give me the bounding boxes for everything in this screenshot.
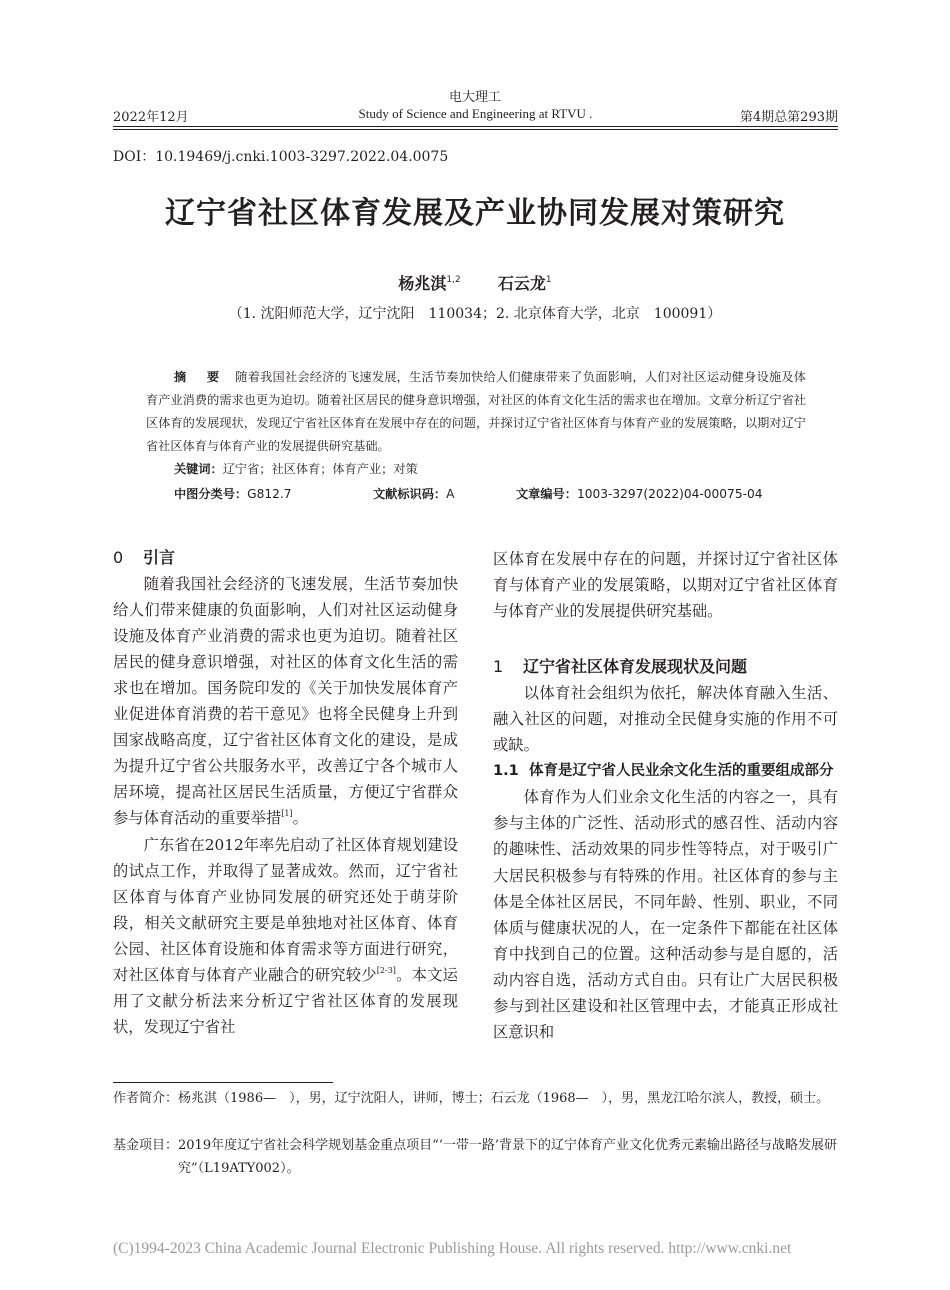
article-number: 文章编号：1003-3297(2022)04-00075-04 xyxy=(516,487,763,501)
fund-footnote xyxy=(113,1134,838,1180)
footnote-label: 基金项目： xyxy=(113,1138,179,1153)
author-affiliation-mark: 1,2 xyxy=(446,275,461,285)
journal-english-name: Study of Science and Engineering at RTVU . xyxy=(358,106,593,121)
running-header xyxy=(113,106,838,124)
footnote-label: 作者简介： xyxy=(113,1091,179,1106)
paragraph: 广东省在2012年率先启动了社区体育规划建设的试点工作，并取得了显著成效。然而，辽宁省社区体育与体育产业协同发展的研究还处于萌芽阶段，相关文献研究主要是单独地对社区体育、体育公园、社区体育设施和体育需求等方面进行研究，对社区体育与体育产业融合的研究较少[2-3]。本文运用了文献分析法来分析辽宁省社区体育的发展现状，发现辽宁省社 xyxy=(113,835,458,1036)
affiliations: （1. 沈阳师范大学，辽宁沈阳 110034；2. 北京体育大学，北京 100091） xyxy=(228,306,722,322)
author-info-footnote xyxy=(113,1087,838,1110)
body-column-right xyxy=(493,546,838,1045)
keywords xyxy=(174,460,418,477)
body-column-left xyxy=(113,545,458,1040)
citation: [1] xyxy=(281,809,293,819)
doi: DOI：10.19469/j.cnki.1003-3297.2022.04.0075 xyxy=(113,149,449,165)
subsection-heading: 1.1 体育是辽宁省人民业余文化生活的重要组成部分 xyxy=(493,763,834,780)
header-rule xyxy=(113,126,838,127)
citation: [2-3] xyxy=(376,965,396,975)
author-affiliation-mark: 1 xyxy=(545,275,552,285)
author-name: 杨兆淇 xyxy=(398,274,447,293)
footnote-text: 2019年度辽宁省社会科学规划基金重点项目“‘一带一路’背景下的辽宁体育产业文化优秀元素输出路径与战略发展研究”（L19ATY002）。 xyxy=(178,1138,838,1176)
journal-name: 电大理工 xyxy=(448,90,501,105)
copyright-watermark: (C)1994-2023 China Academic Journal Electronic Publishing House. All rights reserved. http://www.cnki.net xyxy=(113,1240,792,1257)
paragraph: 随着我国社会经济的飞速发展，生活节奏加快给人们带来健康的负面影响，人们对社区运动健身设施及体育产业消费的需求也更为迫切。随着社区居民的健身意识增强，对社区的体育文化生活的需求也在增加。国务院印发的《关于加快发展体育产业促进体育消费的若干意见》也将全民健身上升到国家战略高度，辽宁省社区体育文化的建设，是成为提升辽宁省公共服务水平，改善辽宁各个城市人居环境，提高社区居民生活质量，方便辽宁省群众参与体育活动的重要举措[1]。 xyxy=(113,575,458,828)
section-heading: 1 辽宁省社区体育发展现状及问题 xyxy=(493,657,748,677)
author-name: 石云龙 xyxy=(497,274,546,293)
keywords-label: 关键词： xyxy=(174,462,223,476)
paper-title: 辽宁省社区体育发展及产业协同发展对策研究 xyxy=(165,196,785,231)
paragraph-continued: 区体育在发展中存在的问题，并探讨辽宁省社区体育与体育产业的发展策略，以期对辽宁省社区体育与体育产业的发展提供研究基础。 xyxy=(493,550,838,621)
abstract-text: 随着我国社会经济的飞速发展，生活节奏加快给人们健康带来了负面影响，人们对社区运动健身设施及体育产业消费的需求也更为迫切。随着社区居民的健身意识增强，对社区的体育文化生活的需求也在增加。文章分析辽宁省社区体育的发展现状，发现辽宁省社区体育在发展中存在的问题，并探讨辽宁省社区体育与体育产业的发展策略，以期对辽宁省社区体育与体育产业的发展提供研究基础。 xyxy=(146,370,806,453)
header-rule-thin xyxy=(113,129,838,130)
classification-info xyxy=(174,485,814,505)
authors xyxy=(0,271,950,294)
publication-date: 2022年12月 xyxy=(113,110,189,125)
abstract-label: 摘 要 xyxy=(174,370,228,384)
document-code: 文献标识码：A xyxy=(373,487,455,501)
clc-number: 中图分类号：G812.7 xyxy=(174,487,292,501)
issue-number: 第4期总第293期 xyxy=(739,110,838,125)
paragraph: 体育作为人们业余文化生活的内容之一，具有参与主体的广泛性、活动形式的感召性、活动内容的趣味性、活动效果的同步性等特点，对于吸引广大居民积极参与有特殊的作用。社区体育的参与主体是全体社区居民，不同年龄、性别、职业，不同体质与健康状况的人，在一定条件下都能在社区体育中找到自己的位置。这种活动参与是自愿的，活动内容自选，活动方式自由。只有让广大居民积极参与到社区建设和社区管理中去，才能真正形成社区意识和 xyxy=(493,788,838,1041)
abstract xyxy=(146,366,806,458)
keywords-text: 辽宁省；社区体育；体育产业；对策 xyxy=(222,462,418,476)
footnote-rule xyxy=(113,1082,333,1083)
section-heading: 0 引言 xyxy=(113,548,176,567)
paragraph: 以体育社会组织为依托，解决体育融入生活、融入社区的问题，对推动全民健身实施的作用不可或缺。 xyxy=(493,684,838,755)
footnote-text: 杨兆淇（1986— ），男，辽宁沈阳人，讲师，博士；石云龙（1968— ），男，黑龙江哈尔滨人，教授，硕士。 xyxy=(178,1091,830,1106)
